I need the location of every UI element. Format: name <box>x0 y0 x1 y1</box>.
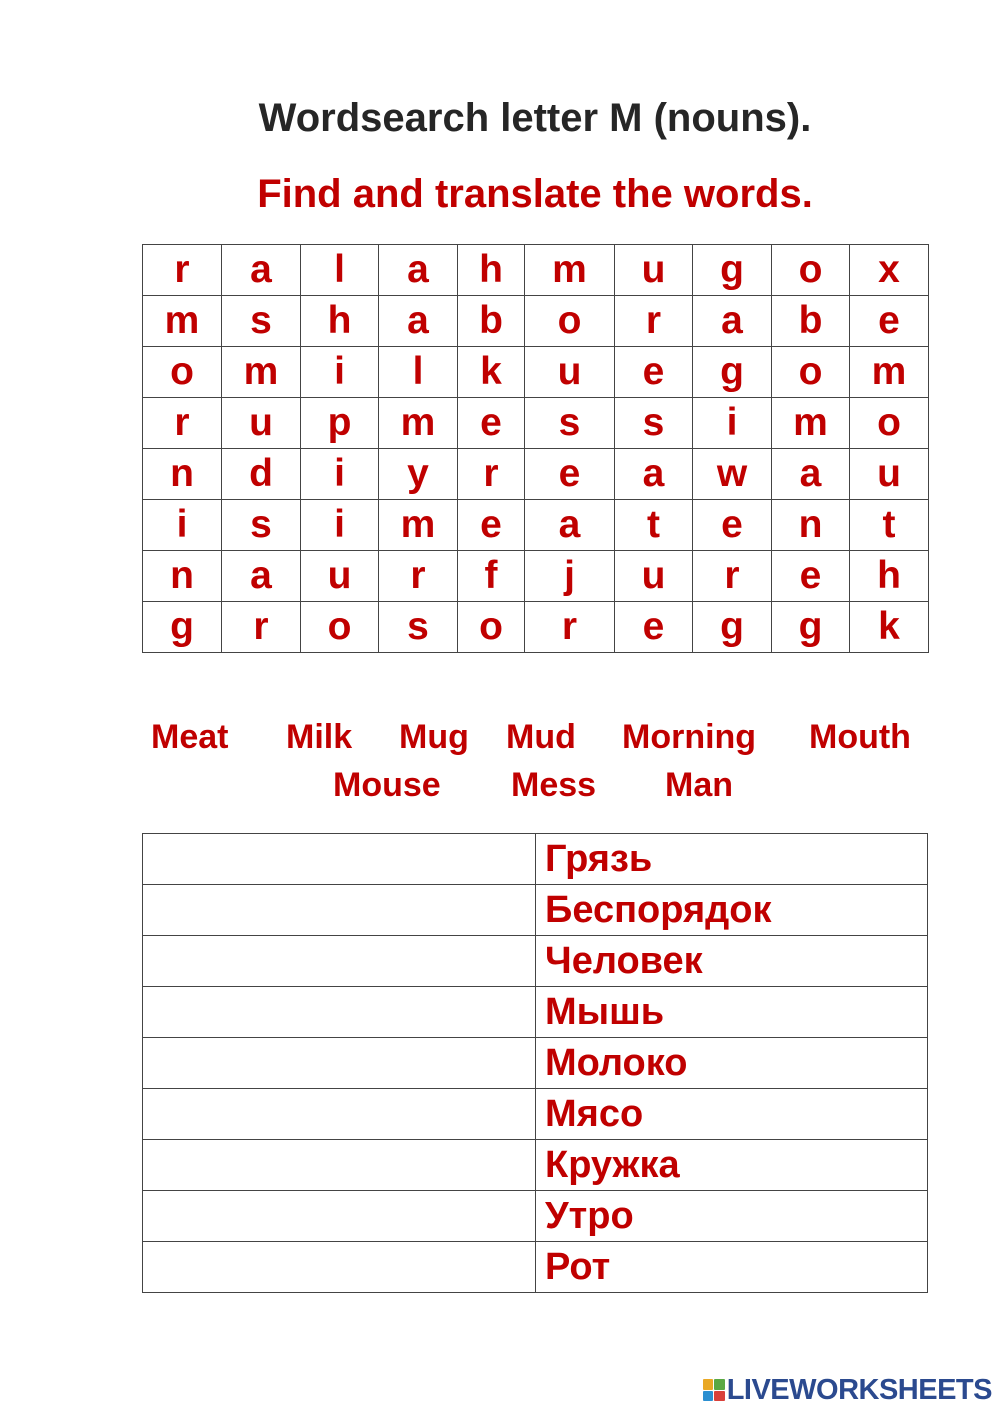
grid-cell[interactable]: a <box>693 296 772 347</box>
grid-cell[interactable]: m <box>379 398 458 449</box>
answer-input[interactable] <box>143 1191 536 1242</box>
answer-input[interactable] <box>143 1089 536 1140</box>
word-bank-item: Man <box>665 766 733 804</box>
grid-cell[interactable]: s <box>222 296 301 347</box>
grid-cell[interactable]: i <box>693 398 772 449</box>
grid-row <box>143 602 929 653</box>
grid-cell[interactable]: a <box>615 449 693 500</box>
grid-cell[interactable]: t <box>615 500 693 551</box>
translation-row <box>143 987 928 1038</box>
grid-cell[interactable]: m <box>772 398 850 449</box>
grid-cell[interactable]: n <box>143 551 222 602</box>
instruction-text: Find and translate the words. <box>257 172 813 216</box>
grid-cell[interactable]: a <box>525 500 615 551</box>
grid-cell[interactable]: u <box>222 398 301 449</box>
wordsearch-grid <box>142 244 929 653</box>
grid-cell[interactable]: y <box>379 449 458 500</box>
grid-cell[interactable]: e <box>525 449 615 500</box>
grid-cell[interactable]: u <box>615 551 693 602</box>
grid-cell[interactable]: h <box>850 551 929 602</box>
translation-row <box>143 885 928 936</box>
grid-cell[interactable]: s <box>379 602 458 653</box>
liveworksheets-logo <box>703 1375 992 1405</box>
grid-cell[interactable]: d <box>222 449 301 500</box>
grid-cell[interactable]: e <box>458 500 525 551</box>
word-bank-item: Mud <box>506 718 576 756</box>
grid-cell[interactable]: a <box>772 449 850 500</box>
grid-row <box>143 296 929 347</box>
russian-word: Утро <box>536 1191 928 1242</box>
russian-word: Человек <box>536 936 928 987</box>
grid-row <box>143 245 929 296</box>
grid-cell[interactable]: o <box>850 398 929 449</box>
translation-row <box>143 1038 928 1089</box>
grid-cell[interactable]: r <box>615 296 693 347</box>
grid-cell[interactable]: u <box>850 449 929 500</box>
translation-row <box>143 1191 928 1242</box>
grid-cell[interactable]: h <box>301 296 379 347</box>
russian-word: Мышь <box>536 987 928 1038</box>
translation-row <box>143 936 928 987</box>
grid-cell[interactable]: o <box>772 347 850 398</box>
answer-input[interactable] <box>143 1140 536 1191</box>
grid-cell[interactable]: a <box>222 551 301 602</box>
grid-cell[interactable]: m <box>379 500 458 551</box>
word-bank-item: Mess <box>511 766 597 804</box>
answer-input[interactable] <box>143 1242 536 1293</box>
grid-cell[interactable]: t <box>850 500 929 551</box>
grid-row <box>143 347 929 398</box>
word-bank-item: Mouth <box>809 718 911 756</box>
grid-cell[interactable]: r <box>143 245 222 296</box>
grid-cell[interactable]: m <box>222 347 301 398</box>
grid-cell[interactable]: n <box>772 500 850 551</box>
word-bank-item: Milk <box>286 718 353 756</box>
grid-cell[interactable]: u <box>301 551 379 602</box>
grid-cell[interactable]: h <box>458 245 525 296</box>
grid-cell[interactable]: o <box>143 347 222 398</box>
grid-cell[interactable]: g <box>143 602 222 653</box>
grid-cell[interactable]: g <box>693 347 772 398</box>
grid-cell[interactable]: r <box>525 602 615 653</box>
grid-cell[interactable]: l <box>301 245 379 296</box>
grid-cell[interactable]: b <box>458 296 525 347</box>
grid-cell[interactable]: e <box>458 398 525 449</box>
translation-row <box>143 1140 928 1191</box>
grid-cell[interactable]: o <box>458 602 525 653</box>
grid-cell[interactable]: g <box>693 602 772 653</box>
word-bank-item: Meat <box>151 718 229 756</box>
word-bank-item: Morning <box>622 718 757 756</box>
grid-cell[interactable]: s <box>525 398 615 449</box>
grid-cell[interactable]: m <box>143 296 222 347</box>
grid-cell[interactable]: l <box>379 347 458 398</box>
grid-cell[interactable]: k <box>850 602 929 653</box>
grid-cell[interactable]: a <box>222 245 301 296</box>
translation-row <box>143 834 928 885</box>
grid-cell[interactable]: r <box>222 602 301 653</box>
grid-cell[interactable]: e <box>850 296 929 347</box>
grid-cell[interactable]: e <box>615 347 693 398</box>
grid-cell[interactable]: w <box>693 449 772 500</box>
grid-cell[interactable]: e <box>693 500 772 551</box>
answer-input[interactable] <box>143 936 536 987</box>
grid-cell[interactable]: m <box>525 245 615 296</box>
russian-word: Молоко <box>536 1038 928 1089</box>
word-bank-item: Mug <box>399 718 469 756</box>
grid-cell[interactable]: p <box>301 398 379 449</box>
grid-cell[interactable]: u <box>615 245 693 296</box>
answer-input[interactable] <box>143 1038 536 1089</box>
grid-cell[interactable]: i <box>301 449 379 500</box>
page-title: Wordsearch letter M (nouns). <box>258 96 812 140</box>
word-bank-row <box>142 718 928 764</box>
grid-cell[interactable]: a <box>379 296 458 347</box>
answer-input[interactable] <box>143 834 536 885</box>
grid-cell[interactable]: j <box>525 551 615 602</box>
grid-cell[interactable]: i <box>143 500 222 551</box>
russian-word: Грязь <box>536 834 928 885</box>
grid-row <box>143 398 929 449</box>
word-bank-item: Mouse <box>333 766 441 804</box>
grid-cell[interactable]: o <box>772 245 850 296</box>
translation-row <box>143 1089 928 1140</box>
grid-row <box>143 551 929 602</box>
grid-cell[interactable]: o <box>301 602 379 653</box>
translation-table <box>142 833 928 1293</box>
grid-cell[interactable]: k <box>458 347 525 398</box>
liveworksheets-logo-icon <box>703 1379 725 1401</box>
russian-word: Кружка <box>536 1140 928 1191</box>
grid-cell[interactable]: s <box>615 398 693 449</box>
grid-row <box>143 449 929 500</box>
translation-row <box>143 1242 928 1293</box>
russian-word: Мясо <box>536 1089 928 1140</box>
grid-row <box>143 500 929 551</box>
grid-cell[interactable]: e <box>615 602 693 653</box>
word-bank <box>142 718 928 812</box>
grid-cell[interactable]: n <box>143 449 222 500</box>
grid-cell[interactable]: x <box>850 245 929 296</box>
answer-input[interactable] <box>143 885 536 936</box>
grid-cell[interactable]: o <box>525 296 615 347</box>
grid-cell[interactable]: b <box>772 296 850 347</box>
grid-cell[interactable]: r <box>693 551 772 602</box>
grid-cell[interactable]: r <box>379 551 458 602</box>
grid-cell[interactable]: f <box>458 551 525 602</box>
grid-cell[interactable]: m <box>850 347 929 398</box>
grid-cell[interactable]: r <box>458 449 525 500</box>
grid-cell[interactable]: r <box>143 398 222 449</box>
logo-text: LIVEWORKSHEETS <box>726 1373 992 1406</box>
grid-cell[interactable]: s <box>222 500 301 551</box>
russian-word: Беспорядок <box>536 885 928 936</box>
grid-cell[interactable]: g <box>693 245 772 296</box>
word-bank-row <box>142 766 928 812</box>
grid-cell[interactable]: g <box>772 602 850 653</box>
answer-input[interactable] <box>143 987 536 1038</box>
grid-cell[interactable]: i <box>301 347 379 398</box>
grid-cell[interactable]: a <box>379 245 458 296</box>
grid-cell[interactable]: e <box>772 551 850 602</box>
russian-word: Рот <box>536 1242 928 1293</box>
grid-cell[interactable]: u <box>525 347 615 398</box>
grid-cell[interactable]: i <box>301 500 379 551</box>
